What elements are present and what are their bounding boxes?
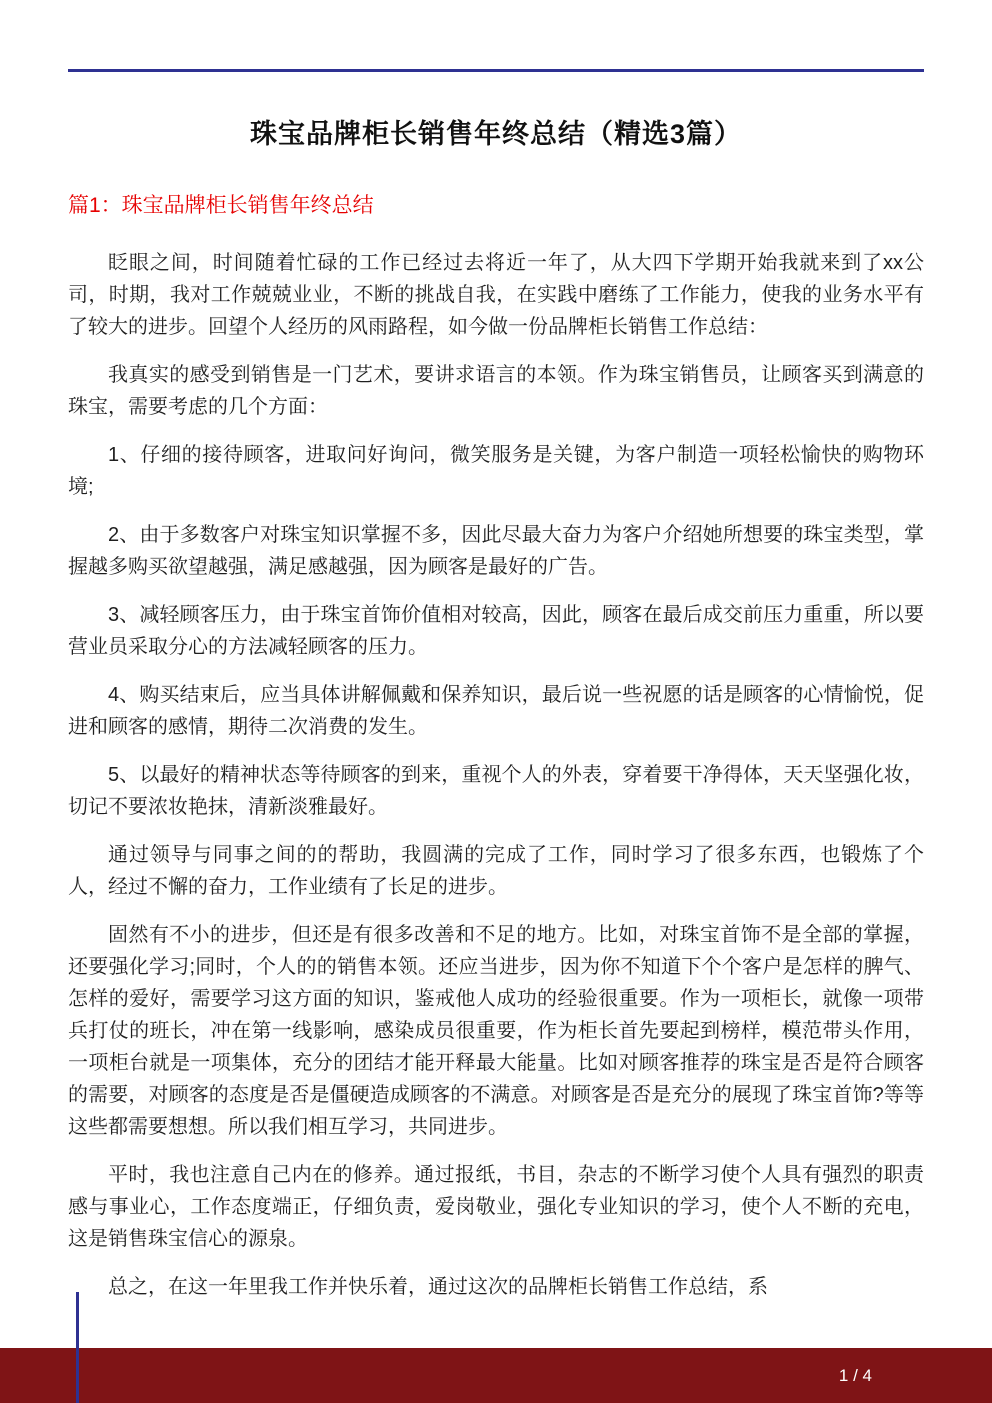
paragraph-list-item: 1、仔细的接待顾客，进取问好询问，微笑服务是关键，为客户制造一项轻松愉快的购物环境; — [68, 444, 924, 498]
left-accent-line — [76, 1292, 79, 1403]
paragraph: 固然有不小的进步，但还是有很多改善和不足的地方。比如，对珠宝首饰不是全部的掌握，还要强化学习;同时，个人的的销售本领。还应当进步，因为你不知道下个个客户是怎样的脾气、怎样的爱好，需要学习这方面的知识，鉴戒他人成功的经验很重要。作为一项柜长，就像一项带兵打仗的班长，冲在第一线影响，感染成员很重要，作为柜长首先要起到榜样，模范带头作用，一项柜台就是一项集体，充分的团结才能开释最大能量。比如对顾客推荐的珠宝是否是符合顾客的需要，对顾客的态度是否是僵硬造成顾客的不满意。对顾客是否是充分的展现了珠宝首饰?等等这些都需要想想。所以我们相互学习，共同进步。 — [68, 924, 924, 1138]
document-content — [68, 112, 924, 1319]
paragraph: 眨眼之间，时间随着忙碌的工作已经过去将近一年了，从大四下学期开始我就来到了xx公司，时期，我对工作兢兢业业，不断的挑战自我，在实践中磨练了工作能力，使我的业务水平有了较大的进步。回望个人经历的风雨路程，如今做一份品牌柜长销售工作总结： — [68, 252, 924, 338]
section-heading: 篇1：珠宝品牌柜长销售年终总结 — [68, 194, 374, 217]
paragraph-list-item: 3、减轻顾客压力，由于珠宝首饰价值相对较高，因此，顾客在最后成交前压力重重，所以要营业员采取分心的方法减轻顾客的压力。 — [68, 604, 924, 658]
footer-bar — [0, 1348, 992, 1403]
paragraph: 通过领导与同事之间的的帮助，我圆满的完成了工作，同时学习了很多东西，也锻炼了个人，经过不懈的奋力，工作业绩有了长足的进步。 — [68, 844, 924, 898]
paragraph-list-item: 5、以最好的精神状态等待顾客的到来，重视个人的外表，穿着要干净得体，天天坚强化妆，切记不要浓妆艳抹，清新淡雅最好。 — [68, 764, 924, 818]
paragraph: 总之，在这一年里我工作并快乐着，通过这次的品牌柜长销售工作总结，系 — [108, 1276, 768, 1298]
paragraph: 平时，我也注意自己内在的修养。通过报纸，书目，杂志的不断学习使个人具有强烈的职责感与事业心，工作态度端正，仔细负责，爱岗敬业，强化专业知识的学习，使个人不断的充电，这是销售珠宝信心的源泉。 — [68, 1164, 924, 1250]
page-number: 1 / 4 — [838, 1365, 872, 1385]
paragraph-list-item: 2、由于多数客户对珠宝知识掌握不多，因此尽最大奋力为客户介绍她所想要的珠宝类型，掌握越多购买欲望越强，满足感越强，因为顾客是最好的广告。 — [68, 524, 924, 578]
header-rule-divider — [68, 69, 924, 72]
paragraph: 我真实的感受到销售是一门艺术，要讲求语言的本领。作为珠宝销售员，让顾客买到满意的珠宝，需要考虑的几个方面： — [68, 364, 924, 418]
document-title: 珠宝品牌柜长销售年终总结（精选3篇） — [249, 119, 742, 149]
paragraph-list-item: 4、购买结束后，应当具体讲解佩戴和保养知识，最后说一些祝愿的话是顾客的心情愉悦，促进和顾客的感情，期待二次消费的发生。 — [68, 684, 924, 738]
